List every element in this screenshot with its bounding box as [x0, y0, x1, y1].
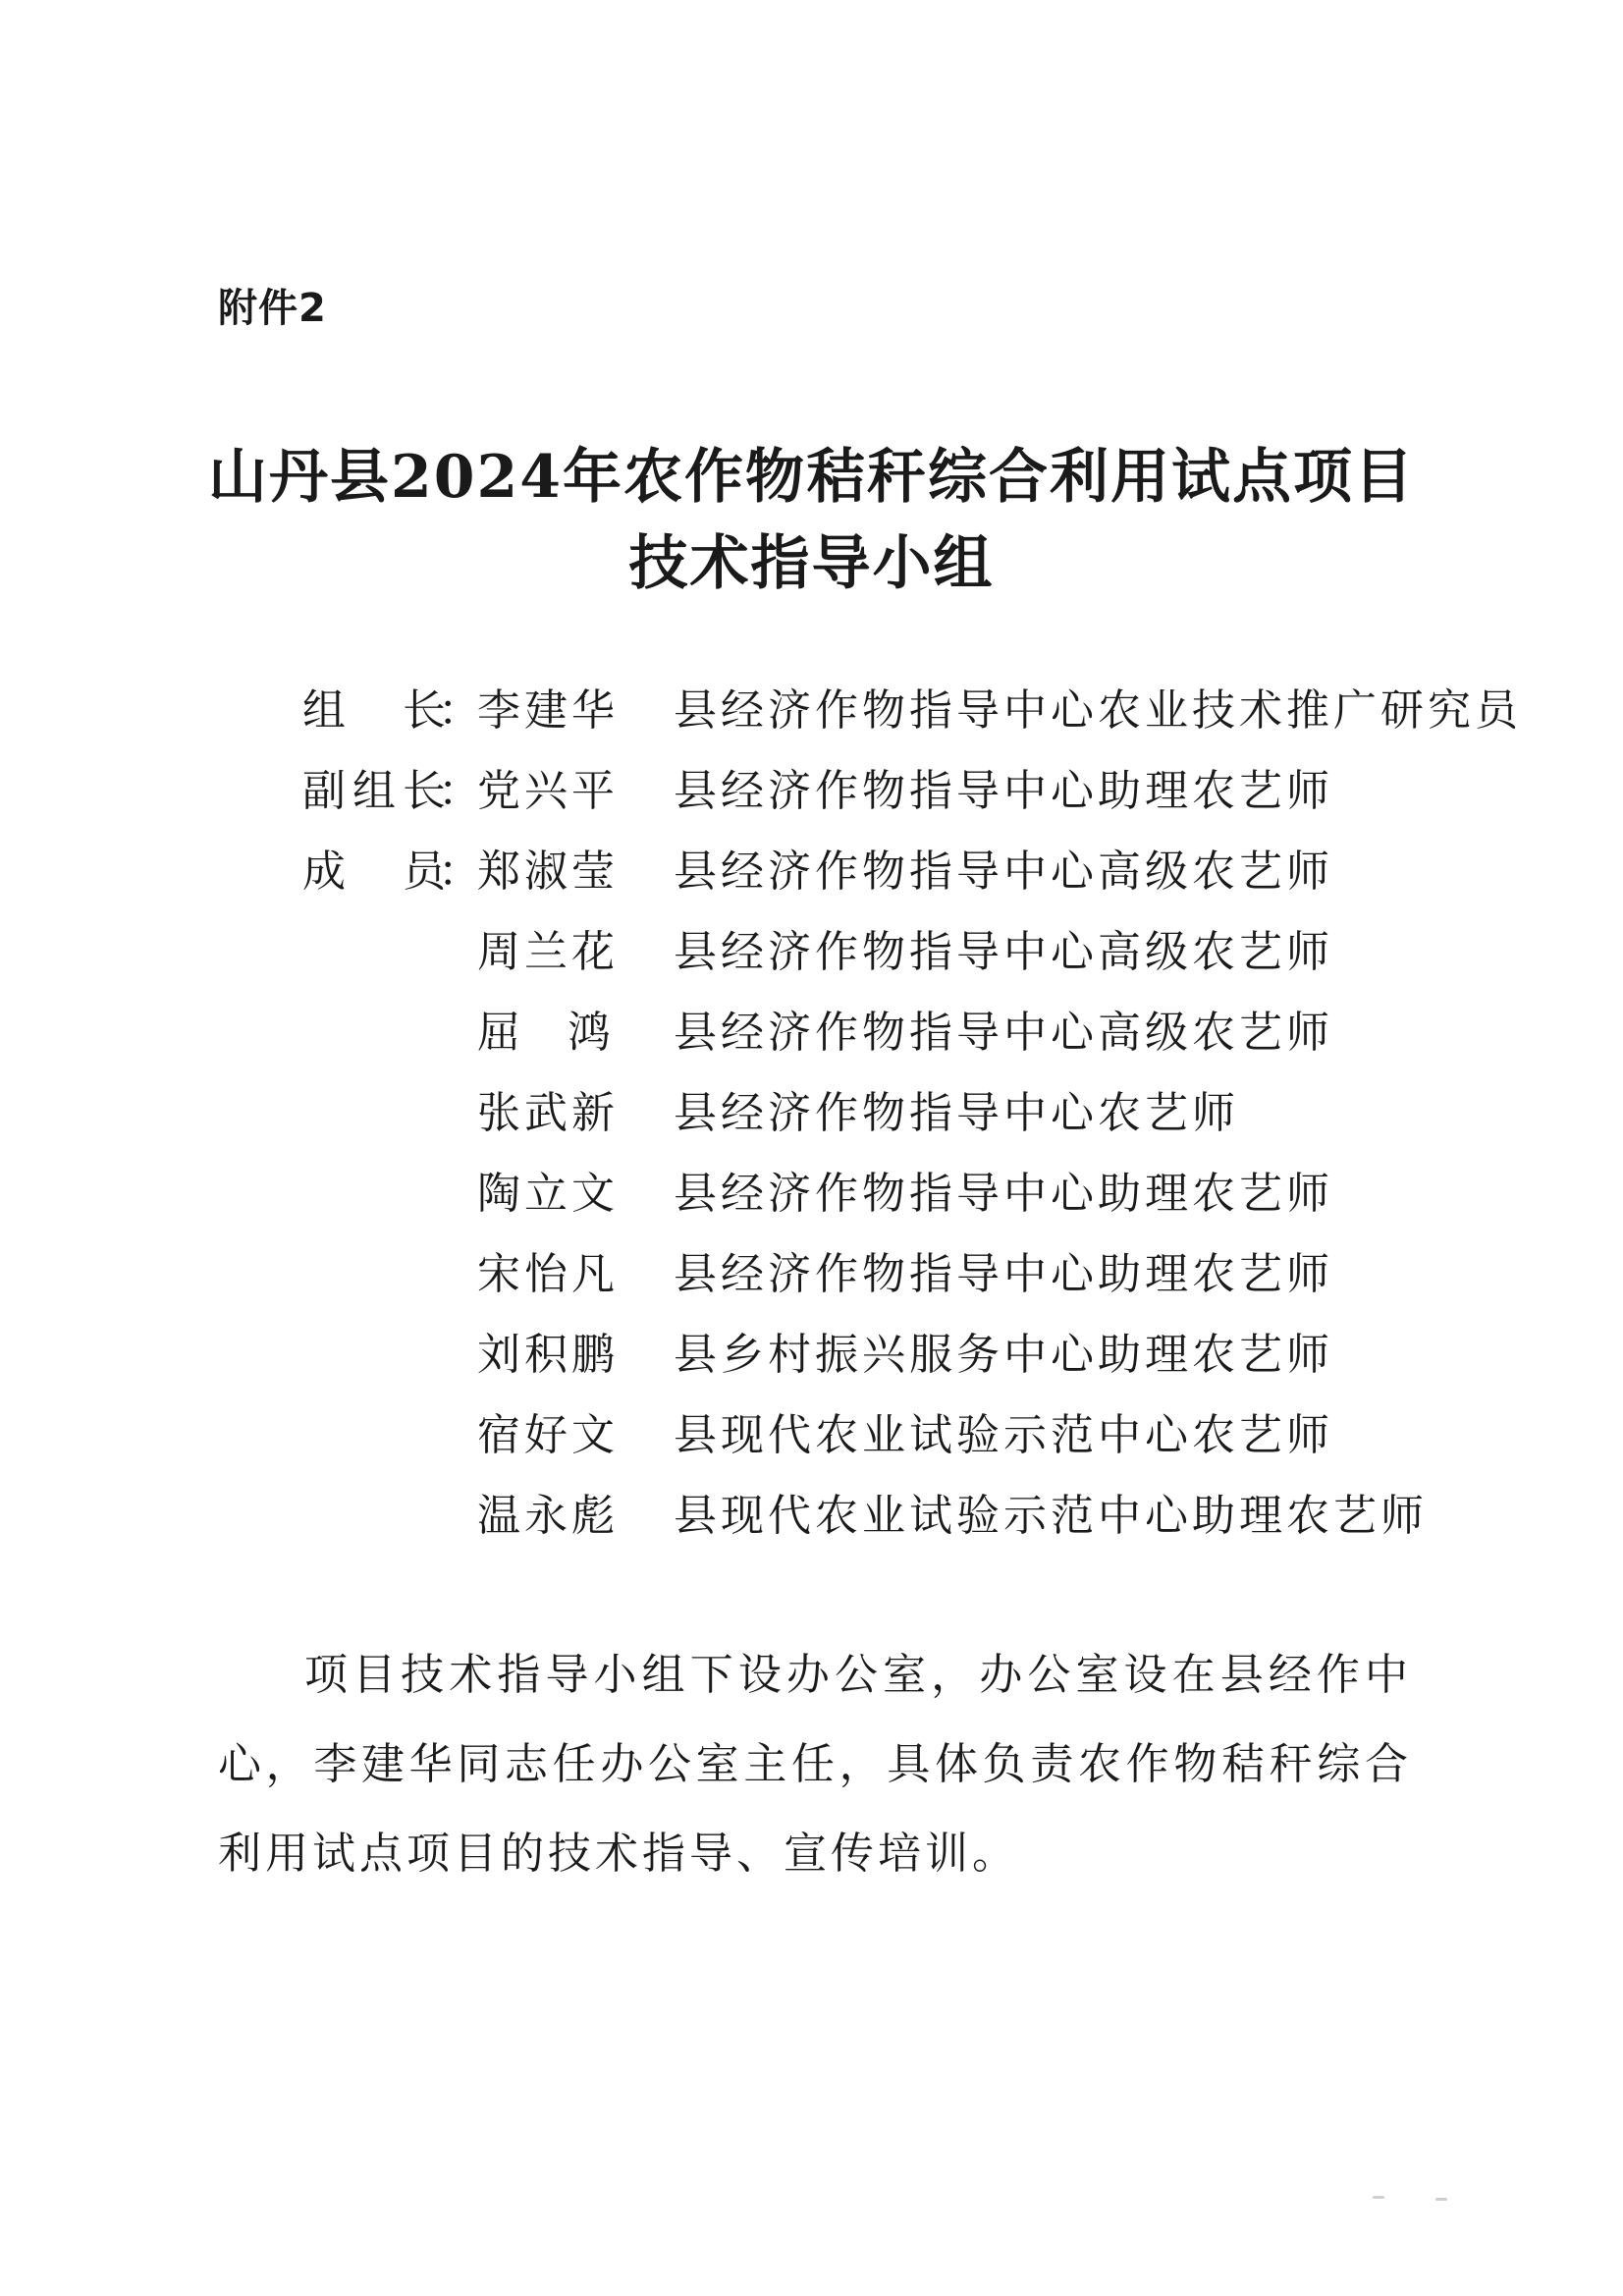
member-position: 县经济作物指导中心高级农艺师 — [674, 927, 1333, 977]
member-role: 副组长 — [302, 766, 450, 816]
member-name: 党兴平 — [477, 766, 619, 816]
member-name: 刘积鹏 — [477, 1330, 619, 1380]
member-position: 县经济作物指导中心高级农艺师 — [674, 847, 1333, 897]
attachment-label: 附件2 — [218, 286, 327, 331]
member-colon: ： — [438, 685, 485, 736]
member-role: 成员 — [302, 847, 450, 897]
member-position: 县经济作物指导中心助理农艺师 — [674, 1249, 1333, 1299]
member-position: 县经济作物指导中心农业技术推广研究员 — [674, 685, 1522, 736]
scan-artifact — [1435, 2198, 1447, 2201]
member-colon: ： — [438, 766, 485, 816]
member-name: 宋怡凡 — [477, 1249, 619, 1299]
member-position: 县经济作物指导中心高级农艺师 — [674, 1008, 1333, 1058]
member-position: 县现代农业试验示范中心农艺师 — [674, 1410, 1333, 1460]
member-name: 屈鸿 — [477, 1008, 615, 1058]
member-role: 组长 — [302, 685, 450, 736]
office-note-paragraph: 项目技术指导小组下设办公室，办公室设在县经作中心，李建华同志任办公室主任，具体负责农作物秸秆综合利用试点项目的技术指导、宣传培训。 — [218, 1650, 1412, 1879]
member-name: 陶立文 — [477, 1169, 619, 1219]
document-title-line-2: 技术指导小组 — [628, 529, 995, 598]
member-name: 温永彪 — [477, 1491, 619, 1541]
member-position: 县经济作物指导中心助理农艺师 — [674, 1169, 1333, 1219]
member-name: 张武新 — [477, 1088, 619, 1138]
document-title-line-1: 山丹县2024年农作物秸秆综合利用试点项目 — [208, 443, 1415, 512]
member-name: 周兰花 — [477, 927, 619, 977]
member-name: 郑淑莹 — [477, 847, 619, 897]
scan-artifact — [1373, 2196, 1384, 2199]
member-name: 宿好文 — [477, 1410, 619, 1460]
member-colon: ： — [438, 847, 485, 897]
member-position: 县乡村振兴服务中心助理农艺师 — [674, 1330, 1333, 1380]
member-name: 李建华 — [477, 685, 619, 736]
member-position: 县经济作物指导中心助理农艺师 — [674, 766, 1333, 816]
member-position: 县现代农业试验示范中心助理农艺师 — [674, 1491, 1428, 1541]
member-position: 县经济作物指导中心农艺师 — [674, 1088, 1239, 1138]
